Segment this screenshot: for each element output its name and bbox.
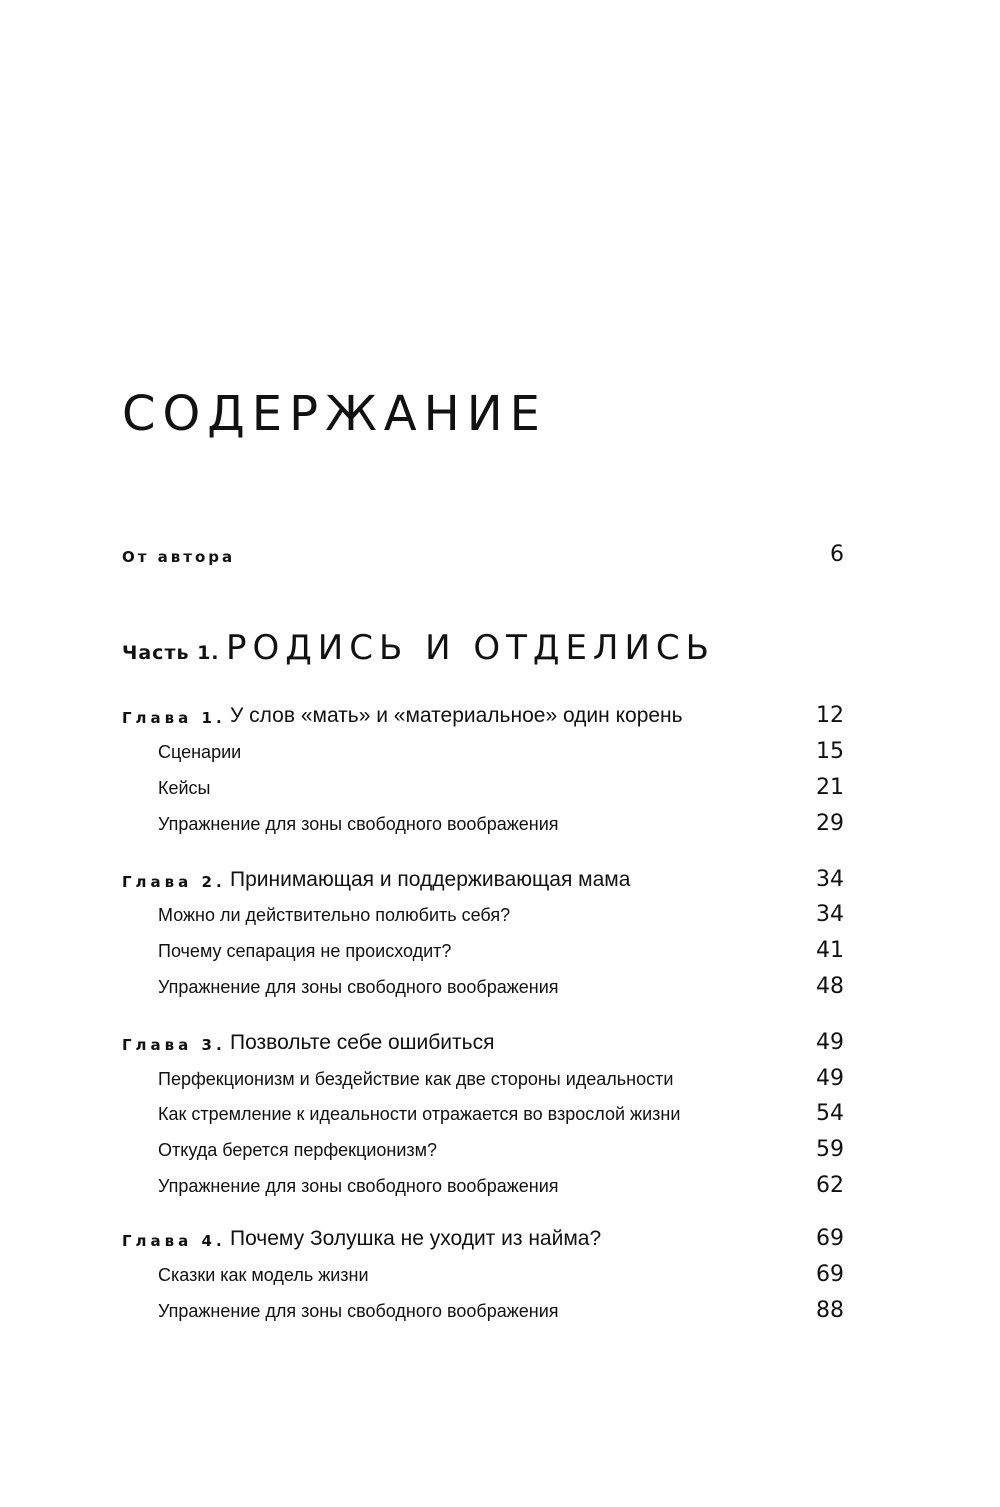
section-page-number: 21 [816,775,844,800]
toc-chapter-2[interactable] [122,866,844,898]
toc-section[interactable] [122,774,844,806]
chapter-page-number: 69 [816,1226,844,1251]
toc-section[interactable] [122,1136,844,1168]
toc-section[interactable] [122,810,844,842]
page-title: СОДЕРЖАНИЕ [122,386,547,443]
section-page-number: 49 [816,1066,844,1091]
toc-section[interactable] [122,901,844,933]
author-page-number: 6 [830,542,844,567]
section-title: Упражнение для зоны свободного воображения [158,1176,559,1196]
part-label: Часть 1. [122,642,220,664]
section-page-number: 15 [816,739,844,764]
section-page-number: 59 [816,1137,844,1162]
section-page-number: 62 [816,1173,844,1198]
section-page-number: 48 [816,974,844,999]
toc-section[interactable] [122,937,844,969]
chapter-label: Глава 2. [122,873,226,891]
toc-section[interactable] [122,738,844,770]
chapter-page-number: 49 [816,1030,844,1055]
toc-section[interactable] [122,1261,844,1293]
section-title: Сказки как модель жизни [158,1265,369,1285]
section-page-number: 88 [816,1298,844,1323]
toc-chapter-1[interactable] [122,702,844,734]
section-title: Как стремление к идеальности отражается во взрослой жизни [158,1104,681,1124]
section-title: Сценарии [158,742,242,762]
chapter-label: Глава 3. [122,1036,226,1054]
author-label: От автора [122,548,236,566]
part-title: РОДИСЬ И ОТДЕЛИСЬ [225,628,715,668]
section-title: Упражнение для зоны свободного воображения [158,977,559,997]
chapter-page-number: 12 [816,703,844,728]
section-page-number: 54 [816,1101,844,1126]
toc-section[interactable] [122,1100,844,1132]
section-page-number: 34 [816,902,844,927]
chapter-page-number: 34 [816,867,844,892]
toc-section[interactable] [122,1065,844,1097]
section-title: Упражнение для зоны свободного воображения [158,814,559,834]
section-title: Кейсы [158,778,211,798]
section-page-number: 69 [816,1262,844,1287]
section-title: Можно ли действительно полюбить себя? [158,905,511,925]
part-heading [122,628,715,668]
section-page-number: 29 [816,811,844,836]
section-title: Перфекционизм и бездействие как две стороны идеальности [158,1069,674,1089]
chapter-title: Почему Золушка не уходит из найма? [230,1227,602,1250]
section-page-number: 41 [816,938,844,963]
toc-chapter-3[interactable] [122,1029,844,1061]
section-title: Упражнение для зоны свободного воображения [158,1301,559,1321]
chapter-title: У слов «мать» и «материальное» один корень [230,704,683,727]
section-title: Откуда берется перфекционизм? [158,1140,438,1160]
toc-section[interactable] [122,973,844,1005]
section-title: Почему сепарация не происходит? [158,941,452,961]
chapter-label: Глава 1. [122,709,226,727]
chapter-title: Позвольте себе ошибиться [230,1031,495,1054]
toc-chapter-4[interactable] [122,1225,844,1257]
chapter-title: Принимающая и поддерживающая мама [230,868,631,891]
chapter-label: Глава 4. [122,1232,226,1250]
toc-section[interactable] [122,1297,844,1329]
toc-entry-author[interactable] [122,540,844,570]
toc-section[interactable] [122,1172,844,1204]
